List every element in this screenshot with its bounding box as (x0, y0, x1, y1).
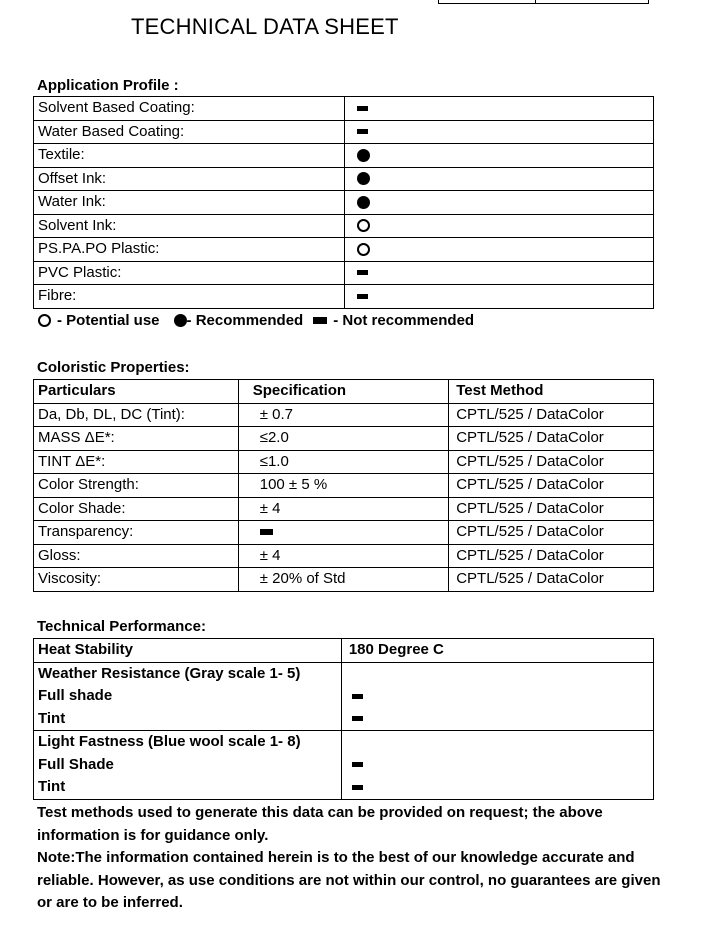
coloristic-row (34, 568, 654, 592)
recommended-icon (357, 149, 370, 162)
not-recommended-icon (352, 716, 363, 721)
guidance-note: Test methods used to generate this data can be provided on request; the above information is for guidance only. (37, 804, 603, 844)
potential-use-icon (357, 219, 370, 232)
application-label: Offset Ink: (34, 167, 345, 191)
notes (37, 802, 667, 915)
application-rating (345, 97, 654, 121)
coloristic-row (34, 521, 654, 545)
application-profile-table (33, 96, 654, 309)
particular-cell: Transparency: (34, 521, 239, 545)
test-method-cell: CPTL/525 / DataColor (449, 403, 654, 427)
recommended-icon (357, 172, 370, 185)
test-method-cell: CPTL/525 / DataColor (449, 544, 654, 568)
particular-cell: Da, Db, DL, DC (Tint): (34, 403, 239, 427)
coloristic-row (34, 427, 654, 451)
potential-use-icon (38, 314, 51, 327)
not-recommended-icon (357, 129, 368, 134)
light-tint-label: Tint (34, 776, 342, 799)
recommended-icon (174, 314, 187, 327)
application-rating (345, 191, 654, 215)
page-title: TECHNICAL DATA SHEET (131, 14, 399, 39)
application-rating (345, 144, 654, 168)
header-particulars: Particulars (34, 380, 239, 404)
application-row (34, 120, 654, 144)
coloristic-row (34, 450, 654, 474)
not-recommended-icon (357, 270, 368, 275)
not-recommended-icon (260, 529, 273, 535)
application-label: Water Ink: (34, 191, 345, 215)
coloristic-row (34, 403, 654, 427)
potential-use-icon (357, 243, 370, 256)
specification-cell: ± 4 (238, 497, 448, 521)
test-method-cell: CPTL/525 / DataColor (449, 568, 654, 592)
particular-cell: TINT ΔE*: (34, 450, 239, 474)
heat-stability-label: Heat Stability (34, 639, 342, 663)
application-row (34, 97, 654, 121)
weather-tint-label: Tint (34, 708, 342, 731)
application-label: PVC Plastic: (34, 261, 345, 285)
coloristic-row (34, 497, 654, 521)
technical-heading: Technical Performance: (37, 618, 206, 635)
specification-cell: ± 4 (238, 544, 448, 568)
specification-cell: ≤2.0 (238, 427, 448, 451)
application-label: Solvent Based Coating: (34, 97, 345, 121)
application-rating (345, 214, 654, 238)
legend-not-recommended-label: - Not recommended (333, 312, 475, 329)
header-box (438, 0, 649, 4)
particular-cell: Color Strength: (34, 474, 239, 498)
particular-cell: MASS ΔE*: (34, 427, 239, 451)
not-recommended-icon (313, 317, 327, 324)
application-label: Water Based Coating: (34, 120, 345, 144)
application-row (34, 167, 654, 191)
application-profile-heading: Application Profile : (37, 77, 179, 94)
application-rating (345, 120, 654, 144)
light-full-shade-label: Full Shade (34, 754, 342, 777)
application-label: Textile: (34, 144, 345, 168)
technical-table (33, 638, 654, 800)
application-label: Fibre: (34, 285, 345, 309)
not-recommended-icon (357, 106, 368, 111)
application-row (34, 238, 654, 262)
heat-stability-value: 180 Degree C (341, 639, 653, 663)
application-label: PS.PA.PO Plastic: (34, 238, 345, 262)
header-test-method: Test Method (449, 380, 654, 404)
coloristic-header-row (34, 380, 654, 404)
application-label: Solvent Ink: (34, 214, 345, 238)
application-rating (345, 167, 654, 191)
disclaimer-note: Note:The information contained herein is to the best of our knowledge accurate and reliable. However, as use conditions are not within our control, no guarantees are given or are to be inferred. (37, 849, 661, 911)
test-method-cell: CPTL/525 / DataColor (449, 521, 654, 545)
weather-resistance-label: Weather Resistance (Gray scale 1- 5) (34, 662, 342, 685)
specification-cell (238, 521, 448, 545)
application-row (34, 261, 654, 285)
not-recommended-icon (352, 694, 363, 699)
not-recommended-icon (352, 762, 363, 767)
particular-cell: Gloss: (34, 544, 239, 568)
test-method-cell: CPTL/525 / DataColor (449, 497, 654, 521)
coloristic-heading: Coloristic Properties: (37, 359, 190, 376)
not-recommended-icon (357, 294, 368, 299)
application-row (34, 191, 654, 215)
application-row (34, 144, 654, 168)
specification-cell: ± 0.7 (238, 403, 448, 427)
particular-cell: Viscosity: (34, 568, 239, 592)
coloristic-row (34, 474, 654, 498)
test-method-cell: CPTL/525 / DataColor (449, 474, 654, 498)
application-rating (345, 261, 654, 285)
coloristic-table (33, 379, 654, 592)
light-fastness-label: Light Fastness (Blue wool scale 1- 8) (34, 731, 342, 754)
application-rating (345, 285, 654, 309)
particular-cell: Color Shade: (34, 497, 239, 521)
header-specification: Specification (238, 380, 448, 404)
legend-recommended-label: - Recommended (186, 312, 304, 329)
application-row (34, 285, 654, 309)
application-row (34, 214, 654, 238)
application-legend (38, 312, 474, 329)
specification-cell: 100 ± 5 % (238, 474, 448, 498)
coloristic-row (34, 544, 654, 568)
recommended-icon (357, 196, 370, 209)
specification-cell: ± 20% of Std (238, 568, 448, 592)
test-method-cell: CPTL/525 / DataColor (449, 450, 654, 474)
test-method-cell: CPTL/525 / DataColor (449, 427, 654, 451)
application-rating (345, 238, 654, 262)
weather-full-shade-label: Full shade (34, 685, 342, 708)
specification-cell: ≤1.0 (238, 450, 448, 474)
legend-potential-label: - Potential use (57, 312, 160, 329)
not-recommended-icon (352, 785, 363, 790)
